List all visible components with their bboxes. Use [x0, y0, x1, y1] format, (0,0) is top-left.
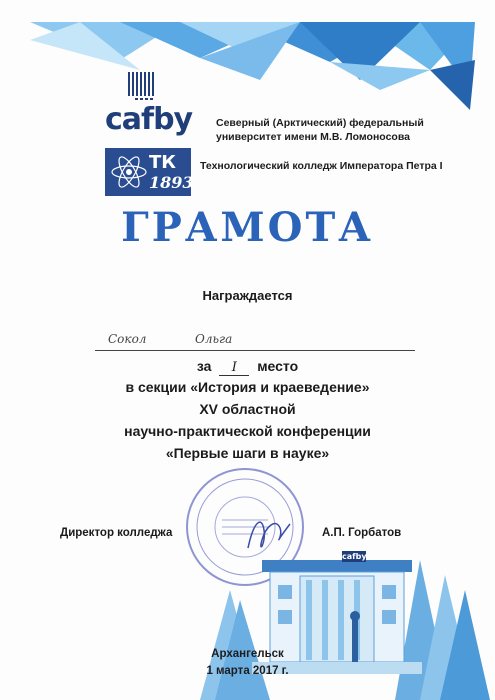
university-name-line-2: университет имени М.В. Ломоносова [216, 131, 410, 143]
director-role: Директор колледжа [60, 527, 173, 539]
body-line-section: в секции «История и краеведение» [125, 379, 370, 395]
place-suffix: место [257, 358, 299, 374]
college-logo-letters: ТК [149, 152, 176, 173]
footer-city: Архангельск [211, 648, 284, 660]
body-line-conference-level: XV областной [199, 401, 296, 417]
university-logo-text: cafby [105, 102, 193, 137]
place-prefix: за [196, 358, 212, 374]
footer-date: 1 марта 2017 г. [206, 665, 289, 677]
body-line-conference-type: научно-практической конференции [124, 423, 371, 439]
awarded-label: Награждается [202, 288, 293, 303]
place-number: I [219, 360, 249, 376]
director-name: А.П. Горбатов [322, 527, 402, 539]
recipient-last-name: Сокол [108, 332, 147, 346]
recipient-first-name: Ольга [195, 332, 233, 346]
certificate-title: ГРАМОТА [121, 204, 374, 251]
college-logo-year: 1893 [149, 173, 194, 192]
building-logo: cafby [342, 552, 367, 561]
university-name-line-1: Северный (Арктический) федеральный [216, 117, 424, 129]
body-line-conference-name: «Первые шаги в науке» [165, 445, 330, 461]
college-name: Технологический колледж Императора Петра I [200, 160, 443, 172]
